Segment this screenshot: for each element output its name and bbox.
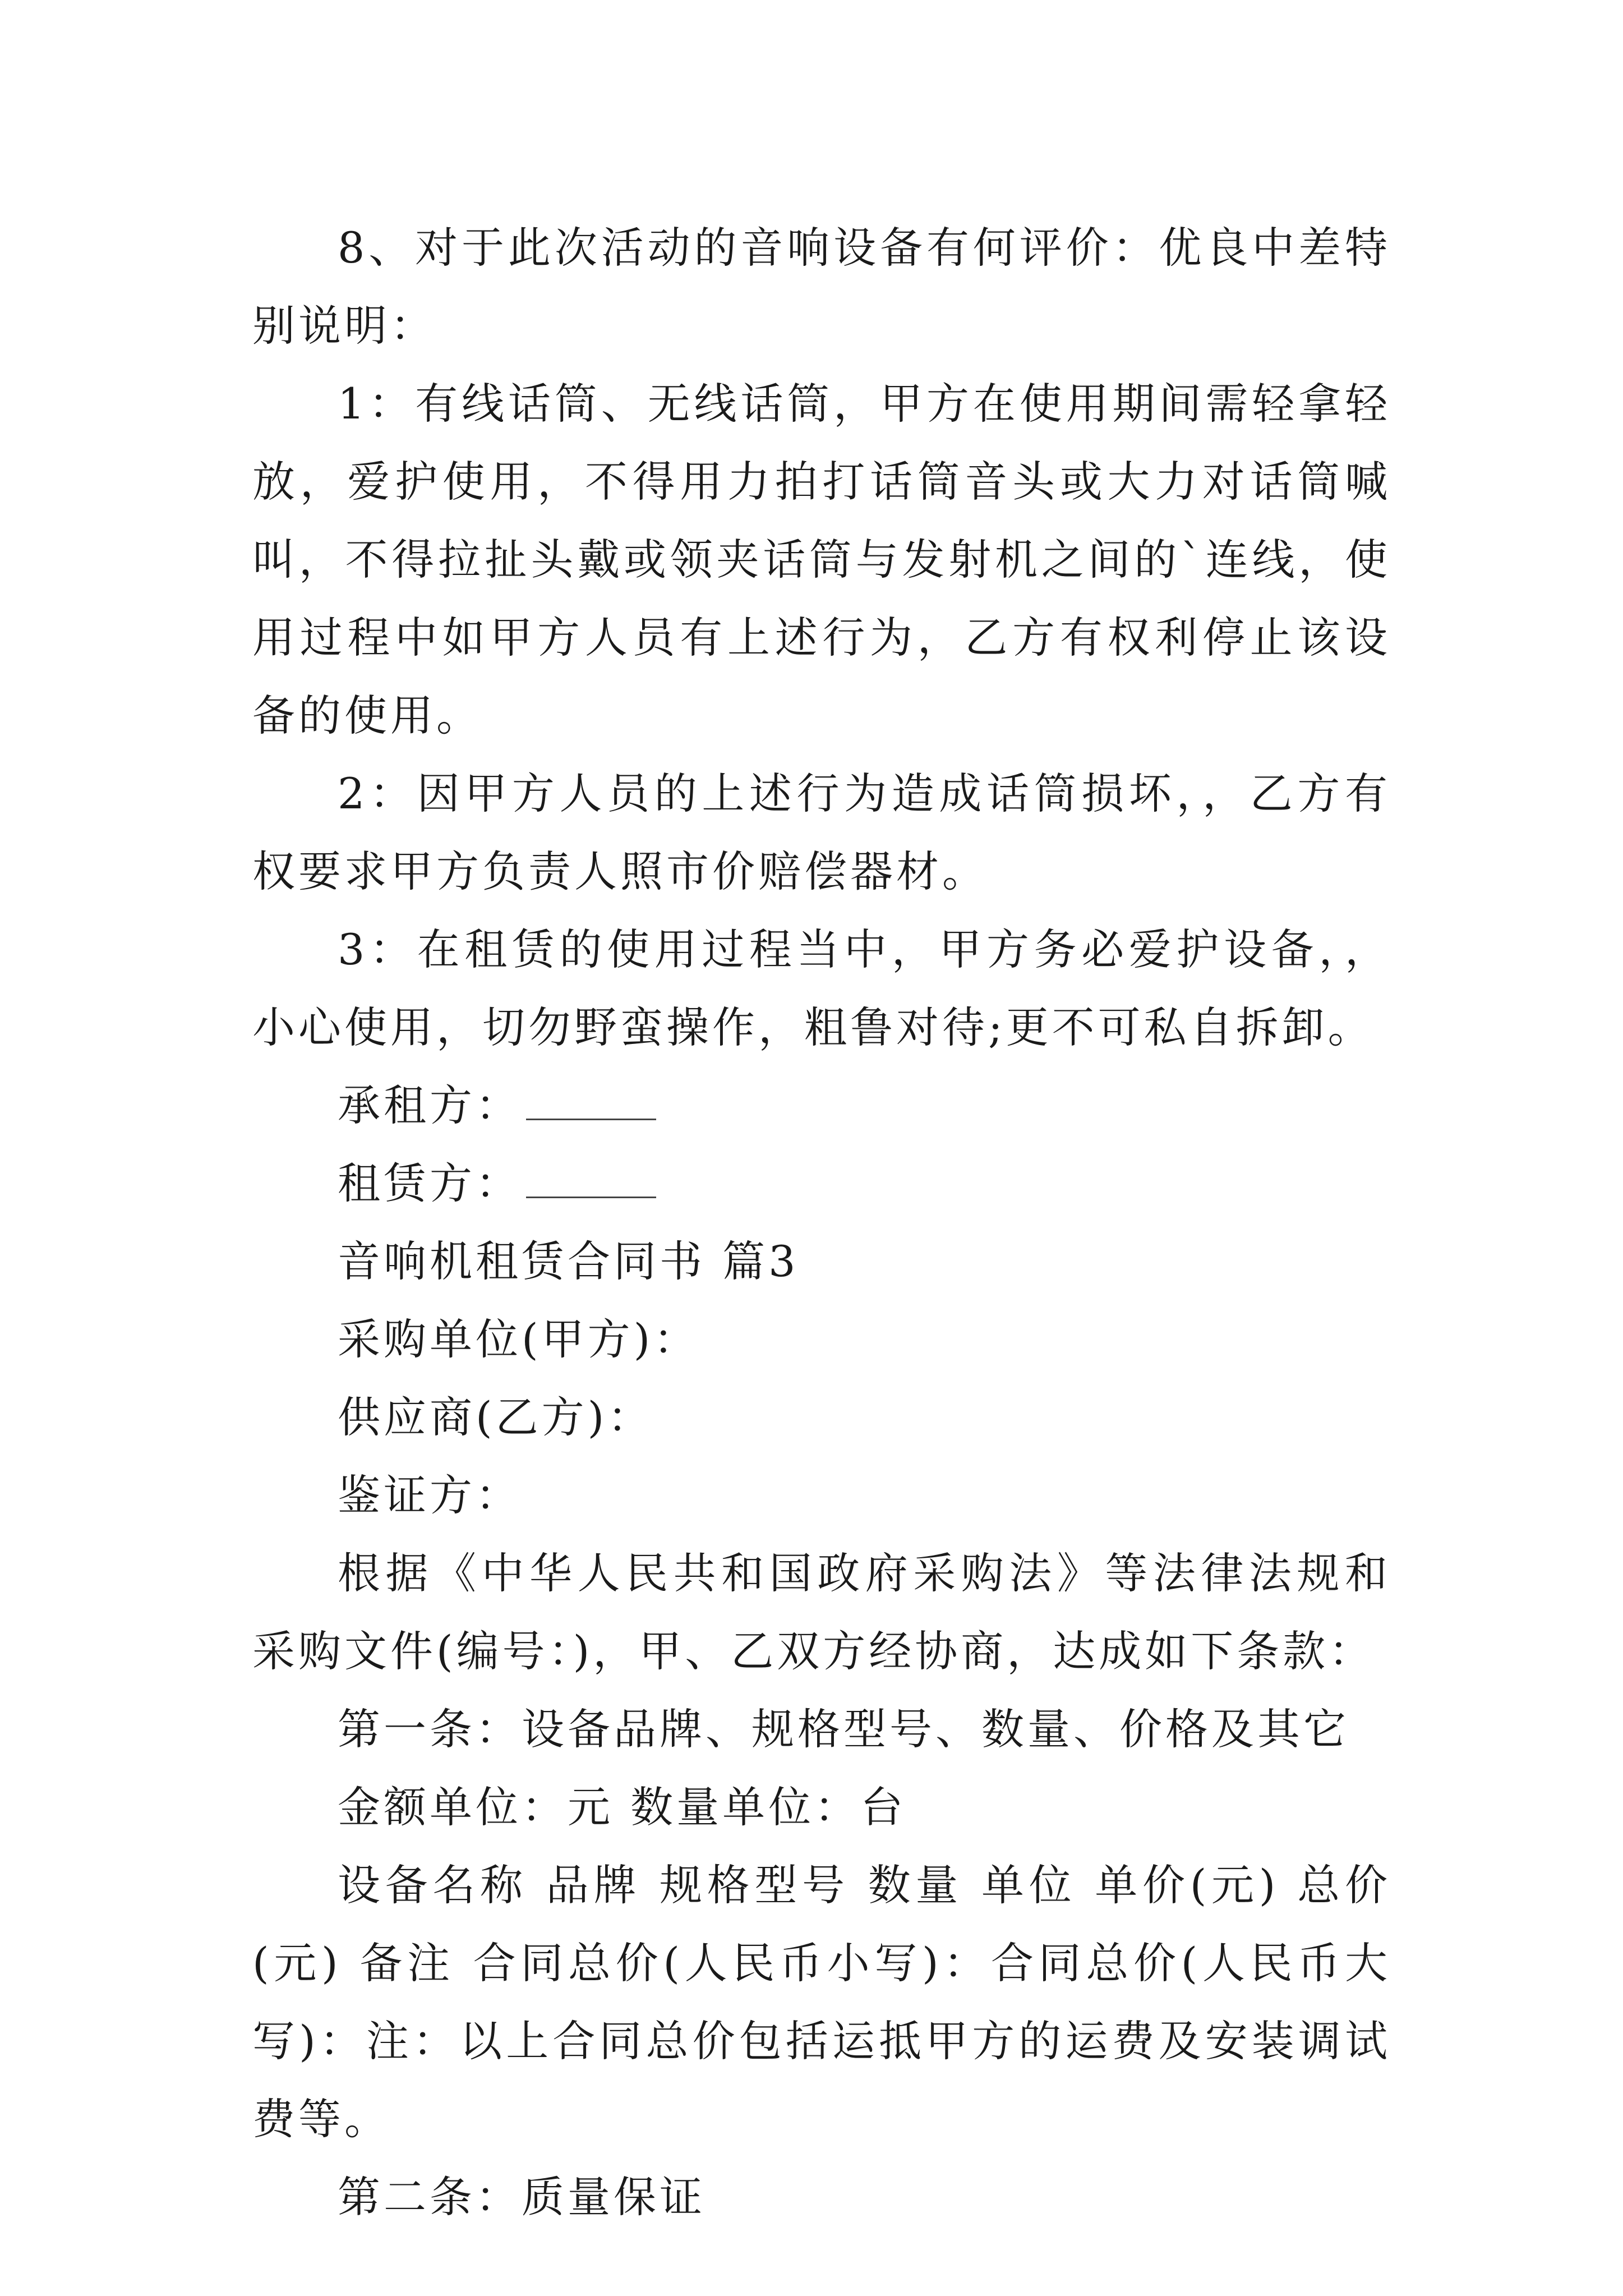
paragraph-clause-3: 3：在租赁的使用过程当中，甲方务必爱护设备，，小心使用，切勿野蛮操作，粗鲁对待;更不可私自拆卸。 (252, 924, 1391, 1052)
document-body (252, 209, 1391, 2236)
paragraph-clause-2: 2：因甲方人员的上述行为造成话筒损坏，，乙方有权要求甲方负责人照市价赔偿器材。 (252, 769, 1391, 896)
article-1-title: 第一条：设备品牌、规格型号、数量、价格及其它 (338, 1704, 1349, 1754)
purchaser-line: 采购单位(甲方)： (338, 1314, 700, 1364)
supplier-line: 供应商(乙方)： (338, 1392, 654, 1442)
paragraph-clause-1: 1：有线话筒、无线话筒，甲方在使用期间需轻拿轻放，爱护使用，不得用力拍打话筒音头或大力对话筒喊叫，不得拉扯头戴或领夹话筒与发射机之间的`连线，使用过程中如甲方人员有上述行为，乙方有权利停止该设备的使用。 (252, 379, 1391, 740)
article-2-title: 第二条：质量保证 (338, 2172, 706, 2222)
section-title: 音响机租赁合同书 篇3 (338, 1236, 799, 1286)
basis-paragraph: 根据《中华人民共和国政府采购法》等法律法规和采购文件(编号：)，甲、乙双方经协商，达成如下条款： (252, 1548, 1391, 1676)
lessee-signature-blank (526, 1085, 656, 1120)
lessor-label: 租赁方： (338, 1158, 522, 1208)
lessee-label: 承租方： (338, 1080, 522, 1130)
equipment-table-text: 设备名称 品牌 规格型号 数量 单位 单价(元) 总价(元) 备注 合同总价(人民币小写)：合同总价(人民币大写)：注：以上合同总价包括运抵甲方的运费及安装调试费等。 (252, 1860, 1391, 2144)
paragraph-evaluation: 8、对于此次活动的音响设备有何评价：优良中差特别说明： (252, 223, 1391, 351)
lessee-line (252, 1066, 1391, 1144)
lessor-line (252, 1144, 1391, 1222)
lessor-signature-blank (526, 1163, 656, 1198)
units-line: 金额单位：元 数量单位：台 (338, 1782, 907, 1832)
witness-line: 鉴证方： (338, 1470, 522, 1520)
